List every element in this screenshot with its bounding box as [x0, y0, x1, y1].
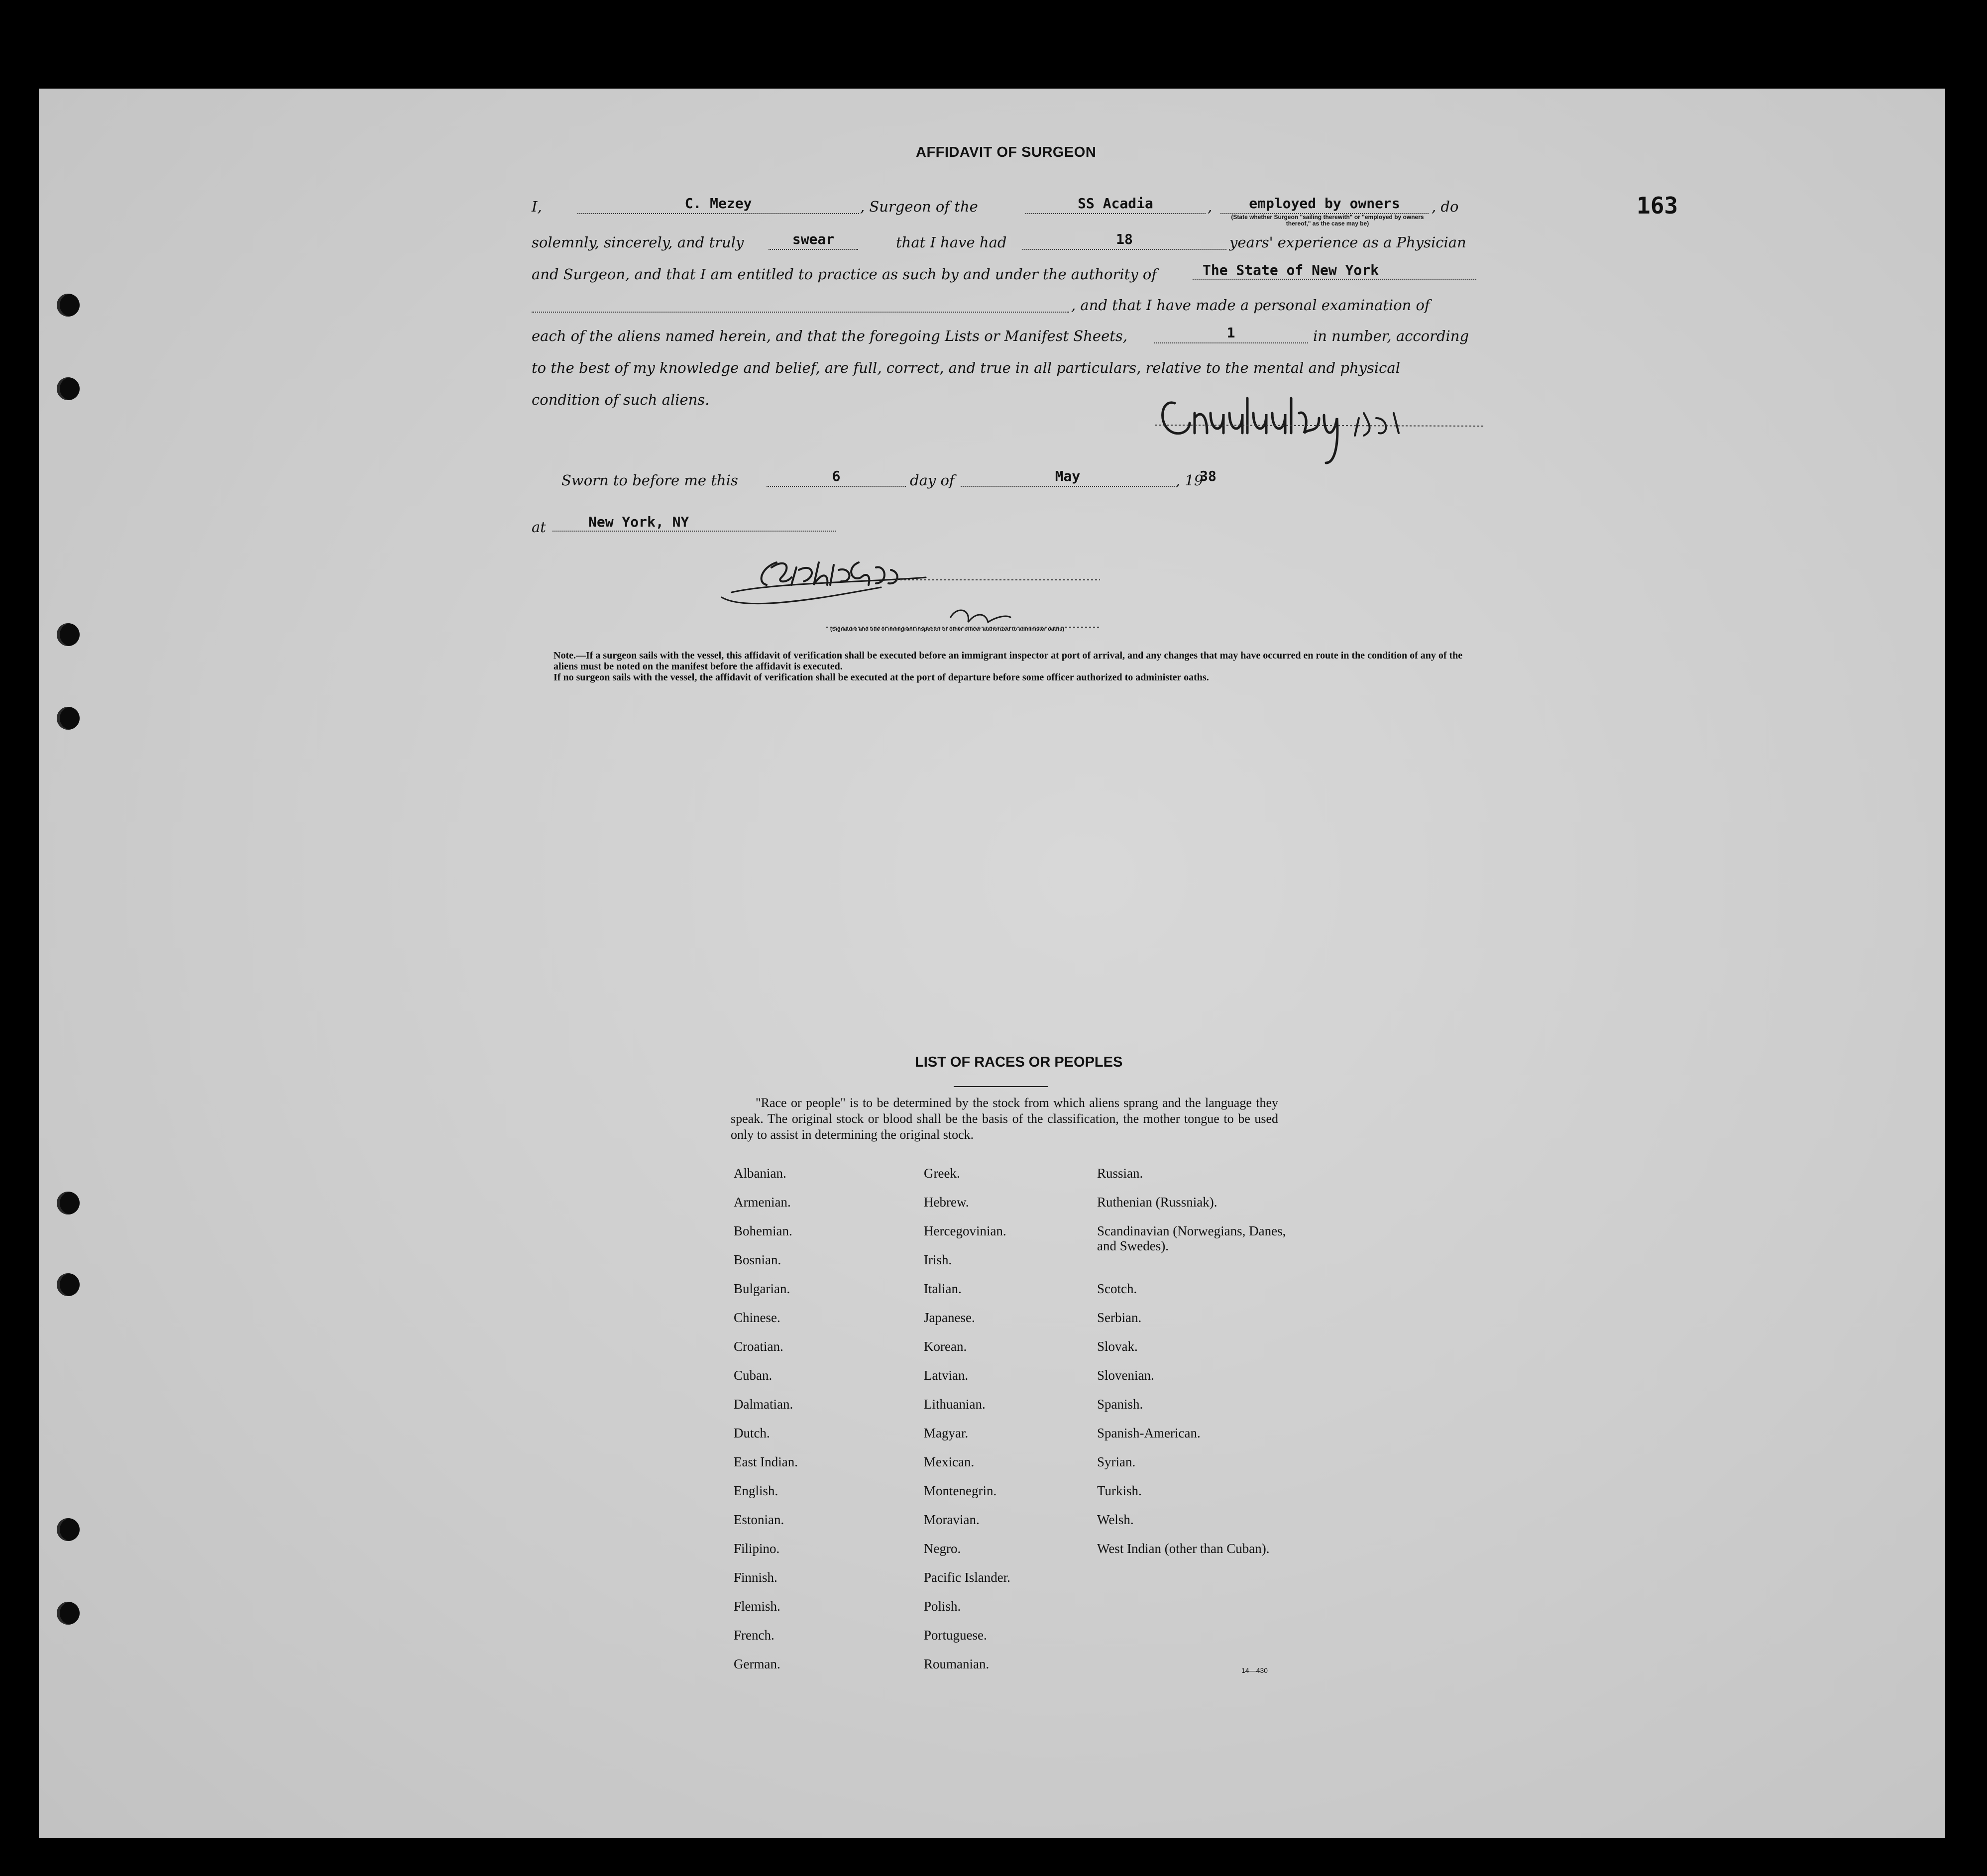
affidavit-line2-pre: solemnly, sincerely, and truly: [532, 234, 744, 251]
race-list-item: Welsh.: [1097, 1512, 1134, 1527]
race-list-item: Hercegovinian.: [924, 1223, 1006, 1238]
race-list-item: Polish.: [924, 1599, 961, 1614]
race-list-item: West Indian (other than Cuban).: [1097, 1541, 1270, 1556]
races-column-1: [734, 1166, 798, 1685]
years-experience-field: 18: [1022, 232, 1226, 250]
race-list-item: Turkish.: [1097, 1483, 1142, 1498]
licensing-authority-field: The State of New York: [1193, 263, 1476, 280]
oath-type-field: swear: [769, 232, 858, 250]
employment-status-field: employed by owners: [1220, 196, 1429, 214]
race-list-item: Croatian.: [734, 1339, 783, 1354]
binder-hole: [57, 1192, 80, 1214]
race-list-item: English.: [734, 1483, 778, 1498]
race-list-item: Moravian.: [924, 1512, 980, 1527]
binder-hole: [57, 707, 80, 730]
race-list-item: East Indian.: [734, 1454, 798, 1469]
race-list-item: Spanish.: [1097, 1397, 1143, 1412]
sworn-year-field: 38: [1200, 468, 1216, 484]
race-list-item: Bosnian.: [734, 1252, 781, 1267]
race-list-item: Russian.: [1097, 1166, 1143, 1181]
race-list-item: Filipino.: [734, 1541, 780, 1556]
sworn-month-field: May: [961, 469, 1175, 487]
binder-hole: [57, 377, 80, 400]
race-list-item: Greek.: [924, 1166, 960, 1181]
at-label: at: [532, 519, 546, 536]
race-list-item: Cuban.: [734, 1368, 773, 1383]
surgeon-signature: [1155, 383, 1483, 473]
race-list-item: Slovenian.: [1097, 1368, 1154, 1383]
affidavit-title: AFFIDAVIT OF SURGEON: [916, 144, 1097, 160]
sworn-century: , 19: [1176, 472, 1204, 489]
race-list-item: Roumanian.: [924, 1656, 990, 1671]
race-list-item: Syrian.: [1097, 1454, 1136, 1469]
form-number: 14—430: [1241, 1666, 1268, 1674]
note-paragraph-1: —If a surgeon sails with the vessel, this affidavit of verification shall be executed before an immigrant inspector at port of arrival, and any changes that may have occurred en route in the condition of any of the aliens must be noted on the manifest before the affidavit is executed.: [553, 650, 1463, 672]
race-list-item: Spanish-American.: [1097, 1426, 1201, 1440]
affidavit-line2-post: years' experience as a Physician: [1229, 234, 1466, 251]
race-list-item: Pacific Islander.: [924, 1570, 1010, 1585]
race-list-item: Negro.: [924, 1541, 961, 1556]
affidavit-line5-pre: each of the aliens named herein, and that the foregoing Lists or Manifest Sheets,: [532, 328, 1128, 344]
races-intro: "Race or people" is to be determined by the stock from which aliens sprang and the language they speak. The original stock or blood shall be the basis of the classification, the mother tongue to be used only to assist in determining the original stock.: [731, 1096, 1278, 1142]
licensing-authority-continued-field: [532, 295, 1069, 313]
binder-hole: [57, 1518, 80, 1541]
race-list-item: Dutch.: [734, 1426, 770, 1440]
race-list-item: Lithuanian.: [924, 1397, 986, 1412]
race-list-item: Korean.: [924, 1339, 967, 1354]
race-list-item: Magyar.: [924, 1426, 969, 1440]
affidavit-line1-post: , do: [1432, 198, 1459, 215]
race-list-item: Japanese.: [924, 1310, 975, 1325]
binder-hole: [57, 1273, 80, 1296]
officer-signature-caption: (Signature and title of immigrant inspector or other officer authorized to administer oaths): [830, 626, 1064, 632]
race-list-item: Ruthenian (Russniak).: [1097, 1195, 1217, 1210]
race-list-item: Mexican.: [924, 1454, 975, 1469]
comma: ,: [1208, 198, 1213, 215]
sworn-line-mid: day of: [910, 472, 955, 489]
race-list-item: Bulgarian.: [734, 1281, 790, 1296]
employment-status-note: (State whether Surgeon "sailing therewith" or "employed by owners thereof," as the case may be): [1231, 214, 1424, 227]
affidavit-line7: condition of such aliens.: [532, 391, 710, 408]
races-column-2: [924, 1166, 1010, 1685]
race-list-item: French.: [734, 1628, 774, 1643]
race-list-item: Bohemian.: [734, 1223, 792, 1238]
affidavit-line5-post: in number, according: [1313, 328, 1469, 344]
affidavit-line1-pre: I,: [532, 198, 542, 215]
race-list-item: Hebrew.: [924, 1195, 969, 1210]
race-list-item: Latvian.: [924, 1368, 969, 1383]
manifest-sheet-count-field: 1: [1154, 326, 1308, 343]
race-list-item: Flemish.: [734, 1599, 780, 1614]
binder-hole: [57, 1602, 80, 1625]
race-list-item: Dalmatian.: [734, 1397, 793, 1412]
affidavit-line1-mid: , Surgeon of the: [860, 198, 978, 215]
sworn-line-pre: Sworn to before me this: [561, 472, 738, 489]
surgeon-name-field: C. Mezey: [577, 196, 859, 214]
page-number: 163: [1637, 192, 1678, 219]
affidavit-note: [553, 650, 1478, 683]
affidavit-line3-pre: and Surgeon, and that I am entitled to practice as such by and under the authority of: [532, 266, 1157, 283]
race-list-item: Estonian.: [734, 1512, 784, 1527]
vessel-name-field: SS Acadia: [1025, 196, 1206, 214]
title-divider: [954, 1086, 1048, 1087]
races-list-title: LIST OF RACES OR PEOPLES: [915, 1054, 1123, 1070]
races-column-3: [1097, 1166, 1286, 1570]
sworn-day-field: 6: [767, 469, 906, 487]
race-list-item: Irish.: [924, 1252, 952, 1267]
race-list-item: Armenian.: [734, 1195, 791, 1210]
affidavit-line2-mid: that I have had: [896, 234, 1007, 251]
sworn-place-field: New York, NY: [552, 515, 836, 532]
binder-hole: [57, 294, 80, 317]
race-list-item: Italian.: [924, 1281, 962, 1296]
note-paragraph-2: If no surgeon sails with the vessel, the affidavit of verification shall be executed at the port of departure before some officer authorized to administer oaths.: [553, 672, 1209, 683]
race-list-item: Portuguese.: [924, 1628, 987, 1643]
affidavit-line4-post: , and that I have made a personal examination of: [1071, 297, 1430, 314]
race-list-item: Montenegrin.: [924, 1483, 997, 1498]
race-list-item: Serbian.: [1097, 1310, 1142, 1325]
race-list-item: Slovak.: [1097, 1339, 1138, 1354]
affidavit-line6: to the best of my knowledge and belief, are full, correct, and true in all particulars, relative to the mental and physical: [532, 359, 1400, 376]
race-list-item: Scandinavian (Norwegians, Danes, and Swedes).: [1097, 1223, 1286, 1253]
binder-hole: [57, 623, 80, 646]
race-list-item: German.: [734, 1656, 780, 1671]
note-label: Note.: [553, 650, 576, 661]
race-list-item: Chinese.: [734, 1310, 780, 1325]
race-list-item: Finnish.: [734, 1570, 777, 1585]
race-list-item: Albanian.: [734, 1166, 786, 1181]
race-list-item: Scotch.: [1097, 1281, 1137, 1296]
